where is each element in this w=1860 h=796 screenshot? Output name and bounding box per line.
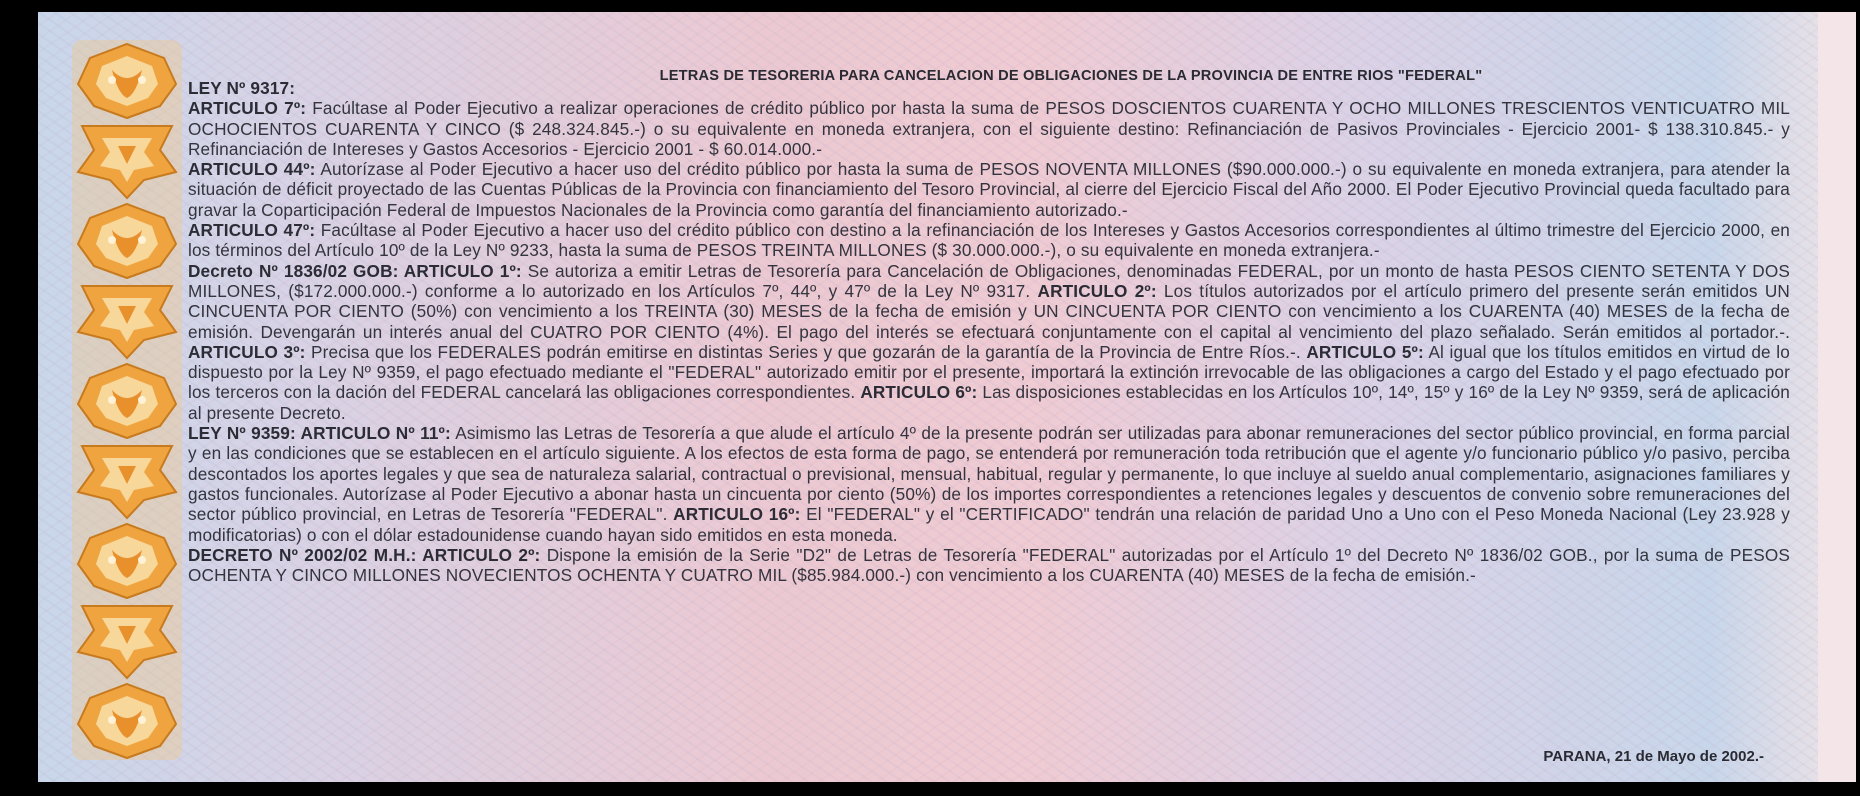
article-label: DECRETO Nº 2002/02 M.H.: ARTICULO 2º:	[188, 544, 541, 565]
article-label: ARTICULO 6º:	[860, 382, 978, 403]
article-text: Las disposiciones establecidas en los Artículos 10º, 14º, 15º y 16º de la Ley Nº 9359, será de aplicación al presente Decreto.	[188, 382, 1790, 423]
decreto-1836	[188, 261, 1790, 423]
article-text: Facúltase al Poder Ejecutivo a realizar operaciones de crédito público por hasta la suma de PESOS DOSCIENTOS CUARENTA Y OCHO MILLONES TRESCIENTOS VENTICUATRO MIL OCHOCIENTOS CUARENTA Y CINCO ($ 248.324.845.-) o su equivalente en moneda extranjera, con el siguiente destino: Refinanciación de Pasivos Provinciales - Ejercicio 2001- $ 138.310.845.- y Refinanciación de Intereses y Gastos Accesorios - Ejercicio 2001 - $ 60.014.000.-	[188, 98, 1790, 159]
article-text: Precisa que los FEDERALES podrán emitirse en distintas Series y que gozarán de la garantía de la Provincia de Entre Ríos.-.	[305, 341, 1301, 362]
article-label: ARTICULO 5º:	[1306, 341, 1424, 362]
article-47	[188, 220, 1790, 261]
place-date-signature: PARANA, 21 de Mayo de 2002.-	[1543, 748, 1764, 765]
banknote-reverse	[38, 12, 1856, 782]
document-title: LETRAS DE TESORERIA PARA CANCELACION DE OBLIGACIONES DE LA PROVINCIA DE ENTRE RIOS "FEDERAL"	[659, 68, 1483, 84]
article-text: Autorízase al Poder Ejecutivo a hacer uso del crédito público por hasta la suma de PESOS NOVENTA MILLONES ($90.000.000.-) o su equivalente en moneda extranjera, para atender la situación de déficit proyectado de las Cuentas Públicas de la Provincia con financiamiento del Tesoro Provincial, al cierre del Ejercicio Fiscal del Año 2000. El Poder Ejecutivo Provincial queda facultado para gravar la Coparticipación Federal de Impuestos Nacionales de la Provincia como garantía del financiamiento autorizado.-	[188, 159, 1791, 220]
decreto-2002	[188, 545, 1790, 586]
legal-text-block	[188, 78, 1790, 585]
law-heading: LEY Nº 9317:	[188, 78, 296, 98]
ornamental-border	[72, 40, 182, 760]
article-label: ARTICULO 2º:	[1037, 280, 1157, 301]
article-7	[188, 98, 1790, 159]
article-label: LEY Nº 9359: ARTICULO Nº 11º:	[188, 423, 451, 444]
article-text: Al igual que los títulos emitidos en virtud de lo dispuesto por la Ley Nº 9359, el pago efectuado mediante el "FEDERAL" autorizado emitir por el presente, importará la extinción irrevocable de las obligaciones a cargo del Estado y el pago efectuado por los terceros con la dación del FEDERAL cancelará las obligaciones correspondientes.	[188, 341, 1790, 403]
article-44	[188, 159, 1790, 220]
article-label: ARTICULO 16º:	[673, 504, 801, 525]
article-text: Dispone la emisión de la Serie "D2" de Letras de Tesorería "FEDERAL" autorizadas por el Artículo 1º del Decreto Nº 1836/02 GOB., por la suma de PESOS OCHENTA Y CINCO MILLONES NOVECIENTOS OCHENTA Y CUATRO MIL ($85.984.000.-) con vencimiento a los CUARENTA (40) MESES de la fecha de emisión.-	[188, 544, 1790, 586]
article-text: Se autoriza a emitir Letras de Tesorería para Cancelación de Obligaciones, denominadas FEDERAL, por un monto de hasta PESOS CIENTO SETENTA Y DOS MILLONES, ($172.000.000.-) conforme a lo autorizado en los Artículos 7º, 44º, y 47º de la Ley Nº 9317.	[188, 260, 1791, 301]
article-text: El "FEDERAL" y el "CERTIFICADO" tendrán una relación de paridad Uno a Uno con el Peso Moneda Nacional (Ley 23.928 y modificatorias) o con el dólar estadounidense cuando hayan sido emitidos en esta moneda.	[188, 504, 1790, 545]
article-text: Asimismo las Letras de Tesorería a que alude el artículo 4º de la presente podrán ser utilizadas para abonar remuneraciones del sector público provincial, en forma parcial y en las condiciones que se establecen en el artículo siguiente. A los efectos de esta forma de pago, se entenderá por remuneración toda retribución que el agente y/o funcionario público y/o pasivo, perciba descontados los aportes legales y que sea de naturaleza salarial, contractual o previsional, mensual, habitual, regular y permanente, lo que incluye al sueldo anual complementario, asignaciones familiares y gastos funcionales. Autorízase al Poder Ejecutivo a abonar hasta un cincuenta por ciento (50%) de los importes correspondientes a retenciones legales y descuentos de convenio sobre remuneraciones del sector público provincial, en Letras de Tesorería "FEDERAL".	[188, 423, 1790, 525]
article-label: ARTICULO 47º:	[188, 220, 316, 241]
right-margin-strip	[1818, 12, 1856, 782]
article-label: ARTICULO 7º:	[188, 98, 307, 119]
article-text: Los títulos autorizados por el artículo primero del presente serán emitidos UN CINCUENTA POR CIENTO (50%) con vencimiento a los TREINTA (30) MESES de la fecha de emisión y UN CINCUENTA POR CIENTO con vencimiento a los CUARENTA (40) MESES de la fecha de emisión. Devengarán un interés anual del CUATRO POR CIENTO (4%). El pago del interés se efectuará conjuntamente con el capital al vencimiento del plazo señalado. Serán emitidos al portador.-.	[188, 280, 1790, 342]
article-label: Decreto Nº 1836/02 GOB: ARTICULO 1º:	[188, 260, 522, 281]
article-label: ARTICULO 3º:	[188, 341, 306, 362]
ley-9359	[188, 423, 1790, 545]
article-text: Facúltase al Poder Ejecutivo a hacer uso del crédito público con destino a la refinanciación de los Intereses y Gastos Accesorios correspondientes al último trimestre del Ejercicio 2000, en los términos del Artículo 10º de la Ley Nº 9233, hasta la suma de PESOS TREINTA MILLONES ($ 30.000.000.-), o su equivalente en moneda extranjera.-	[188, 220, 1791, 261]
article-label: ARTICULO 44º:	[188, 159, 316, 180]
